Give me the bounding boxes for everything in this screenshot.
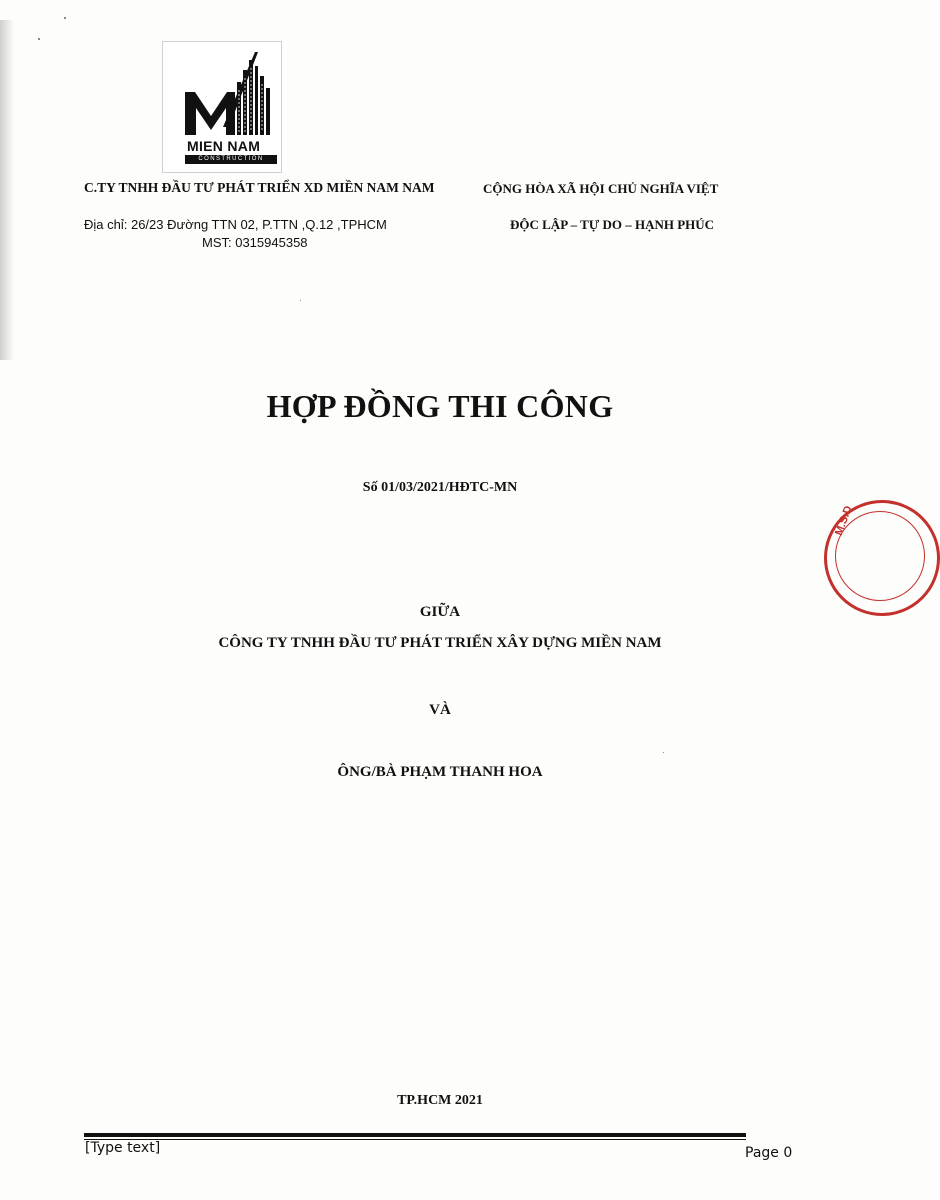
- footer-placeholder-text: [Type text]: [85, 1140, 161, 1156]
- red-seal-stamp: [824, 500, 940, 616]
- national-motto: ĐỘC LẬP – TỰ DO – HẠNH PHÚC: [510, 217, 715, 232]
- scan-speck: [64, 17, 66, 19]
- footer-rule-thin: [84, 1139, 746, 1140]
- party-a-name: CÔNG TY TNHH ĐẦU TƯ PHÁT TRIỂN XÂY DỰNG MIỀN NAM: [218, 635, 662, 651]
- page-number: Page 0: [745, 1145, 793, 1161]
- scan-edge-shadow: [0, 20, 14, 360]
- footer-rule: [84, 1133, 746, 1137]
- document-title: HỢP ĐỒNG THI CÔNG: [266, 388, 614, 424]
- and-label: VÀ: [429, 702, 451, 718]
- company-name: C.TY TNHH ĐẦU TƯ PHÁT TRIỂN XD MIỀN NAM NAM: [84, 180, 435, 195]
- company-tax-code: MST: 0315945358: [202, 235, 308, 250]
- scan-speck: [38, 38, 40, 40]
- party-b-name: ÔNG/BÀ PHẠM THANH HOA: [337, 764, 543, 780]
- place-and-year: TP.HCM 2021: [397, 1093, 483, 1108]
- company-address: Địa chỉ: 26/23 Đường TTN 02, P.TTN ,Q.12 ,TPHCM: [84, 217, 387, 232]
- scan-speck: [663, 752, 664, 753]
- contract-number: Số 01/03/2021/HĐTC-MN: [362, 480, 518, 495]
- national-title: CỘNG HÒA XÃ HỘI CHỦ NGHĨA VIỆT: [483, 181, 719, 196]
- stamp-text: M.S.D: [833, 504, 855, 538]
- company-logo: [162, 41, 282, 173]
- scan-speck: [300, 300, 301, 301]
- between-label: GIỮA: [419, 604, 461, 620]
- logo-brand-text: MIEN NAM: [187, 138, 261, 154]
- logo-sub-text: CONSTRUCTION: [185, 155, 277, 164]
